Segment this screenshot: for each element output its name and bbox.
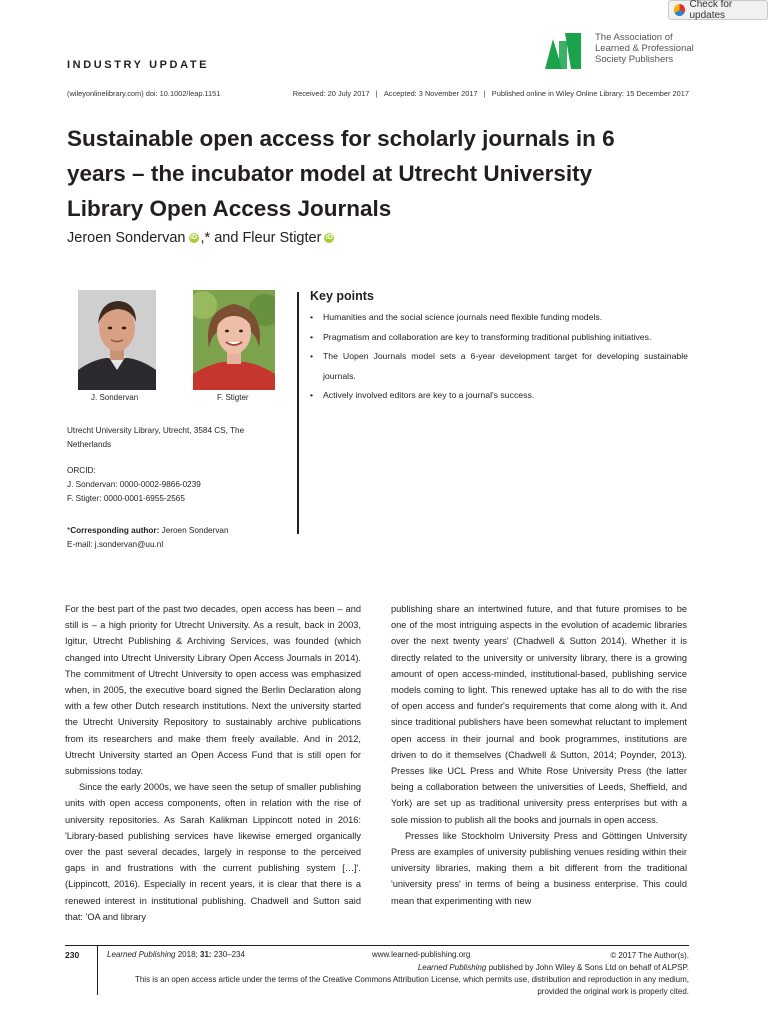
publisher-statement: Learned Publishing published by John Wiley & Sons Ltd on behalf of ALPSP.	[417, 962, 689, 972]
alpsp-logo-text: The Association of Learned & Professional Society Publishers	[595, 32, 694, 65]
body-column-right	[391, 601, 687, 909]
article-title: Sustainable open access for scholarly journals in 6 years – the incubator model at Utrecht University Library Open Access Journals	[67, 126, 615, 221]
journal-website-link[interactable]: www.learned-publishing.org	[372, 950, 471, 959]
footer-rule	[65, 945, 689, 946]
footer-divider	[97, 945, 98, 995]
dates-text: Received: 20 July 2017 | Accepted: 3 November 2017 | Published online in Wiley Online Library: 15 December 2017	[292, 89, 689, 98]
body-paragraph: Presses like Stockholm University Press and Göttingen University Press are examples of university publishing venues residing within their university libraries, making them a bit different from the traditional 'university press' in terms of being a business enterprise. This could mean that experimenting with new	[391, 830, 687, 906]
alpsp-logo	[543, 31, 703, 71]
corresponding-author-label: Corresponding author:	[70, 526, 160, 535]
key-points-title: Key points	[310, 289, 374, 303]
page-number: 230	[65, 950, 80, 960]
author-conjunction: and	[214, 230, 239, 246]
author-photo-stigter	[193, 290, 275, 390]
author-name[interactable]: Jeroen Sondervan	[67, 230, 186, 246]
photo-caption: J. Sondervan	[91, 393, 139, 402]
key-point-item: • Actively involved editors are key to a journal's success.	[310, 386, 688, 406]
key-point-item: • The Uopen Journals model sets a 6-year development target for developing sustainable journals.	[310, 347, 688, 386]
footer-copyright	[300, 950, 689, 973]
orcid-entry: J. Sondervan: 0000-0002-9866-0239	[67, 480, 201, 489]
orcid-entry: F. Stigter: 0000-0001-6955-2565	[67, 494, 185, 503]
affiliation: Utrecht University Library, Utrecht, 3584 CS, The Netherlands	[67, 426, 245, 449]
section-label: INDUSTRY UPDATE	[67, 59, 210, 71]
article-metadata-row	[67, 89, 689, 98]
author-name[interactable]: Fleur Stigter	[242, 230, 322, 246]
author-photo-sondervan	[78, 290, 156, 390]
corresponding-author-name: Jeroen Sondervan	[161, 526, 229, 535]
orcid-block	[67, 464, 201, 506]
key-points-list	[310, 308, 688, 406]
orcid-icon[interactable]: iD	[190, 234, 197, 241]
author-line	[67, 230, 336, 246]
received-date: Received: 20 July 2017	[292, 89, 370, 98]
alpsp-logo-icon	[543, 31, 583, 71]
crossmark-icon	[674, 4, 685, 16]
orcid-icon[interactable]: iD	[325, 234, 333, 241]
corresponding-author-block: *Corresponding author: Jeroen Sondervan E-mail: j.sondervan@uu.nl	[67, 524, 229, 552]
key-point-item: • Humanities and the social science journals need flexible funding models.	[310, 308, 688, 328]
check-for-updates-button[interactable]	[668, 0, 768, 20]
published-date: Published online in Wiley Online Library: 15 December 2017	[491, 89, 689, 98]
body-column-left	[65, 601, 361, 925]
body-paragraph: For the best part of the past two decades, open access has been – and still is – a high priority for Utrecht University. As a result, back in 2003, Igitur, Utrecht Publishing & Archiving Services, was founded (which changed into Utrecht University Library Open Access Journals in 2014). The commitment of Utrecht University to open access was emphasized when, in 2005, the executive board signed the Berlin Declaration along with a few other Dutch research institutions. Next the university started the Utrecht University Repository to sustainably archive publications from its researchers and make them freely available. And in 2012, Utrecht University started an Open Access Fund that is still open for submissions today.	[65, 604, 361, 777]
orcid-label: ORCID:	[67, 466, 96, 475]
accepted-date: Accepted: 3 November 2017	[383, 89, 478, 98]
key-point-item: • Pragmatism and collaboration are key to transforming traditional publishing initiatives.	[310, 328, 688, 348]
body-paragraph: Since the early 2000s, we have seen the setup of smaller publishing units with open access components, often in relation with the rise of university repositories. As Sarah Kalikman Lippincott noted in 2016: 'Library-based publishing services have likewise emerged organically over the past several decades, largely in response to the perceived gaps in and frustrations with the current publishing system […]'. (Lippincott, 2016). Especially in recent years, it is clear that there is a renewed interest in institutional publishing. Chadwell and Sutton said that: 'OA and library	[65, 782, 361, 922]
doi-text: (wileyonlinelibrary.com) doi: 10.1002/leap.1151	[67, 89, 221, 98]
corresponding-author-email[interactable]: E-mail: j.sondervan@uu.nl	[67, 540, 164, 549]
photo-caption: F. Stigter	[217, 393, 249, 402]
check-for-updates-label: Check for updates	[689, 0, 733, 21]
journal-citation: Learned Publishing 2018; 31: 230–234	[107, 950, 245, 959]
license-statement: This is an open access article under the terms of the Creative Commons Attribution License, which permits use, distribution and reproduction in any medium, provided the original work is properly cited.	[134, 975, 689, 996]
corresponding-mark: ,*	[200, 230, 211, 246]
key-points-divider	[297, 292, 299, 534]
copyright-text: © 2017 The Author(s).	[610, 951, 689, 960]
body-paragraph: publishing share an intertwined future, and that future promises to be one of the most intriguing aspects in the evolution of academic libraries over the next twenty years' (Chadwell & Sutton 2014). Whether it is directly related to the university or university library, there is a growing amount of open access-minded, institutional-based, publishing service models coming to light. This renewed uptake has all to do with the rise of open access and funder's requirements that come along with it. And since traditional publishers have been somewhat reluctant to implement open access in their journal and book programmes, institutions are driven to do it themselves (Chadwell & Sutton, 2014; Poynder, 2013). Presses like UCL Press and White Rose University Press (the latter being a collaboration between the universities of Leeds, Sheffield, and York) are set up as traditional university press enterprises but with a sole mission to publish all the books and journals in open access.	[391, 604, 687, 825]
